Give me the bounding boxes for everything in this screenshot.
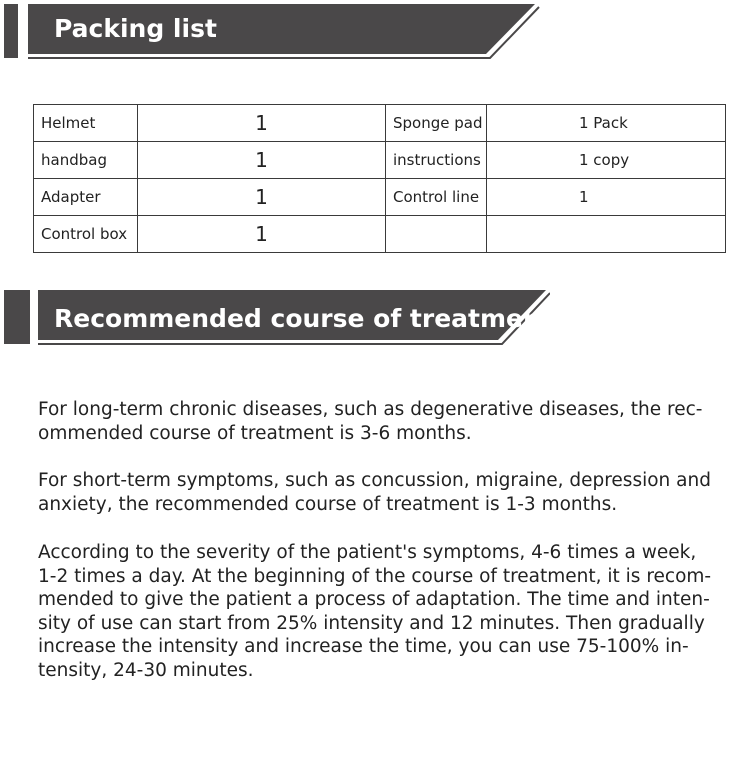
empty-cell xyxy=(386,216,487,253)
table-row xyxy=(34,142,726,179)
item-name-cell: Control box xyxy=(34,216,138,253)
table-row xyxy=(34,216,726,253)
table-row xyxy=(34,179,726,216)
section-marker-bar xyxy=(4,4,18,58)
item-qty-cell: 1 xyxy=(138,105,386,142)
treatment-banner xyxy=(38,290,553,346)
item-qty-cell: 1 xyxy=(487,179,726,216)
item-name-cell: handbag xyxy=(34,142,138,179)
item-name-cell: Control line xyxy=(386,179,487,216)
item-name-cell: Helmet xyxy=(34,105,138,142)
packing-table xyxy=(33,104,726,253)
item-qty-cell: 1 xyxy=(138,142,386,179)
treatment-paragraph-chronic: For long-term chronic diseases, such as degenerative diseases, the rec-ommended course of treatment is 3-6 months. xyxy=(38,399,703,444)
item-name-cell: instructions xyxy=(386,142,487,179)
item-name-cell: Adapter xyxy=(34,179,138,216)
packing-list-banner xyxy=(28,4,540,60)
item-qty-cell: 1 Pack xyxy=(487,105,726,142)
treatment-title: Recommended course of treatment xyxy=(54,304,553,333)
packing-list-title: Packing list xyxy=(54,14,217,43)
empty-cell xyxy=(487,216,726,253)
item-name-cell: Sponge pad xyxy=(386,105,487,142)
item-qty-cell: 1 copy xyxy=(487,142,726,179)
table-row xyxy=(34,105,726,142)
treatment-paragraph-frequency: According to the severity of the patient's symptoms, 4-6 times a week, 1-2 times a day. At the beginning of the course of treatment, it is recom-mended to give the patient a process of adaptation. The time and inten-sity of use can start from 25% intensity and 12 minutes. Then gradually increase the intensity and increase the time, you can use 75-100% in-tensity, 24-30 minutes. xyxy=(38,542,712,681)
item-qty-cell: 1 xyxy=(138,179,386,216)
treatment-paragraph-short-term: For short-term symptoms, such as concussion, migraine, depression and anxiety, the recommended course of treatment is 1-3 months. xyxy=(38,470,711,515)
item-qty-cell: 1 xyxy=(138,216,386,253)
section-marker-bar xyxy=(4,290,30,344)
